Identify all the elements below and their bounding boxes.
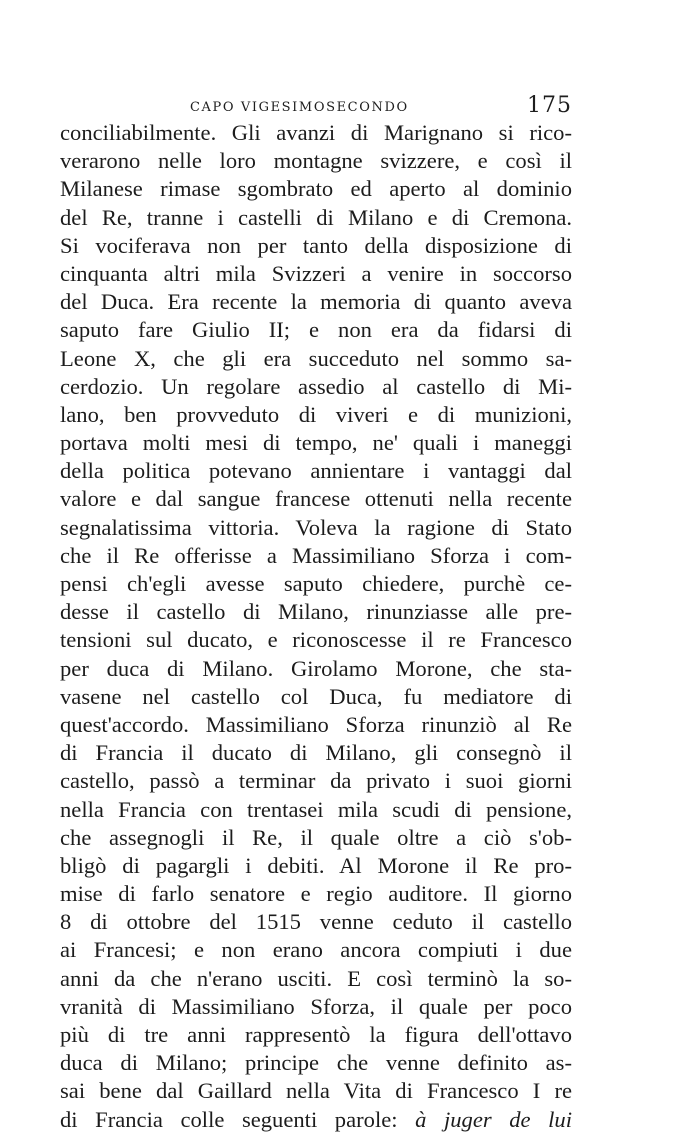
text-line: di Francia il ducato di Milano, gli consegnò il (60, 740, 572, 766)
text-line: quest'accordo. Massimiliano Sforza rinunziò al Re (60, 711, 572, 737)
text-line: vranità di Massimiliano Sforza, il quale per poco (60, 993, 572, 1019)
text-line: che assegnogli il Re, il quale oltre a ciò s'ob- (60, 824, 572, 850)
text-line: anni da che n'erano usciti. E così terminò la so- (60, 965, 572, 991)
text-line: pensi ch'egli avesse saputo chiedere, purchè ce- (60, 571, 572, 596)
text-line: saputo fare Giulio II; e non era da fidarsi di (60, 317, 572, 343)
text-line: della politica potevano annientare i vantaggi dal (60, 458, 572, 484)
final-line-text: di Francia colle seguenti parole: (60, 1106, 416, 1132)
text-line: nella Francia con trentasei mila scudi di pensione, (60, 796, 572, 822)
chapter-title: CAPO VIGESIMOSECONDO (190, 100, 409, 115)
text-line: lano, ben provveduto di viveri e di munizioni, (60, 401, 572, 427)
text-line: più di tre anni rappresentò la figura dell'ottavo (60, 1022, 572, 1047)
final-line-italic-quote: à juger de lui (415, 1106, 572, 1132)
text-line: per duca di Milano. Girolamo Morone, che sta- (60, 655, 572, 681)
text-line: mise di farlo senatore e regio auditore. Il giorno (60, 881, 572, 907)
text-line: del Duca. Era recente la memoria di quanto aveva (60, 289, 572, 315)
text-line: cinquanta altri mila Svizzeri a venire in soccorso (60, 260, 572, 286)
text-line: ai Francesi; e non erano ancora compiuti i due (60, 937, 572, 963)
text-line: segnalatissima vittoria. Voleva la ragione di Stato (60, 514, 572, 540)
text-line: vasene nel castello col Duca, fu mediatore di (60, 683, 572, 709)
text-line: cerdozio. Un regolare assedio al castello di Mi- (60, 373, 572, 399)
text-line: Milanese rimase sgombrato ed aperto al dominio (60, 176, 572, 202)
text-line: conciliabilmente. Gli avanzi di Marignano si rico- (60, 120, 572, 145)
text-line: tensioni sul ducato, e riconoscesse il re Francesco (60, 627, 572, 653)
text-line: Si vociferava non per tanto della disposizione di (60, 232, 572, 258)
body-text (60, 119, 572, 1134)
text-line: che il Re offerisse a Massimiliano Sforza i com- (60, 542, 572, 568)
text-line-final (60, 1106, 572, 1134)
text-line: del Re, tranne i castelli di Milano e di Cremona. (60, 204, 572, 230)
text-line: sai bene dal Gaillard nella Vita di Francesco I re (60, 1078, 572, 1104)
text-line: valore e dal sangue francese ottenuti nella recente (60, 486, 572, 512)
text-line: duca di Milano; principe che venne definito as- (60, 1050, 572, 1076)
text-line: castello, passò a terminar da privato i suoi giorni (60, 768, 572, 794)
text-line: bligò di pagargli i debiti. Al Morone il Re pro- (60, 852, 572, 878)
text-line: portava molti mesi di tempo, ne' quali i maneggi (60, 430, 572, 456)
text-line: verarono nelle loro montagne svizzere, e così il (60, 148, 572, 174)
text-line: Leone X, che gli era succeduto nel sommo sa- (60, 345, 572, 371)
running-head (60, 93, 572, 121)
page-number: 175 (527, 93, 572, 118)
text-line: desse il castello di Milano, rinunziasse alle pre- (60, 599, 572, 625)
text-line: 8 di ottobre del 1515 venne ceduto il castello (60, 909, 572, 935)
